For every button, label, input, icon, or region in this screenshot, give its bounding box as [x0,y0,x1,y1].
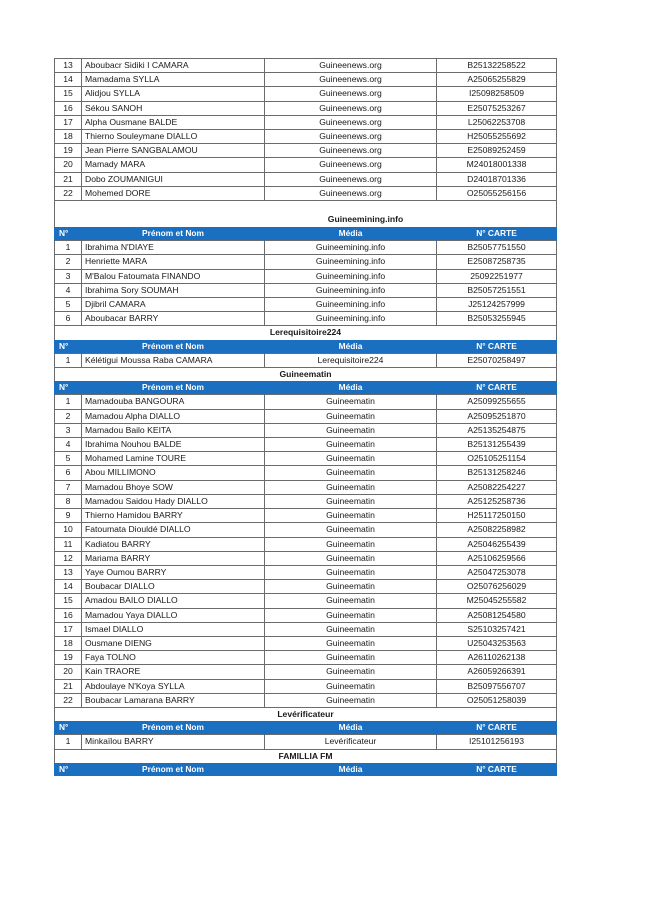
card-number: B25131258246 [437,466,557,480]
media-name: Guineematin [265,438,437,452]
media-name: Guineematin [265,480,437,494]
row-number: 19 [55,651,82,665]
card-number: A25046255439 [437,537,557,551]
row-number: 3 [55,423,82,437]
table-row [55,186,557,200]
card-number: 25092251977 [437,269,557,283]
media-name: Guineematin [265,665,437,679]
table-row [55,480,557,494]
person-name: Fatoumata Diouldé DIALLO [82,523,265,537]
person-name: Aboubacar BARRY [82,312,265,326]
card-number: B25132258522 [437,59,557,73]
media-name: Guineematin [265,423,437,437]
row-number: 12 [55,551,82,565]
media-name: Guineenews.org [265,158,437,172]
row-number: 11 [55,537,82,551]
header-media: Média [265,721,437,735]
card-number: B25057751550 [437,241,557,255]
table-row [55,679,557,693]
card-number: A25081254580 [437,608,557,622]
person-name: Alpha Ousmane BALDE [82,115,265,129]
card-number: A25106259566 [437,551,557,565]
section-title: Levérificateur [277,708,334,719]
table-row [55,59,557,73]
card-number: B25057251551 [437,283,557,297]
media-name: Guineematin [265,608,437,622]
person-name: Mariama BARRY [82,551,265,565]
person-name: Minkaïlou BARRY [82,735,265,749]
person-name: Faya TOLNO [82,651,265,665]
media-name: Guineematin [265,537,437,551]
media-name: Guineenews.org [265,186,437,200]
header-number: N° [55,340,82,354]
row-number: 4 [55,438,82,452]
card-number: I25101256193 [437,735,557,749]
card-number: I25098258509 [437,87,557,101]
person-name: Ismael DIALLO [82,622,265,636]
row-number: 18 [55,636,82,650]
table-row [55,172,557,186]
media-name: Guineemining.info [265,255,437,269]
media-name: Guineematin [265,651,437,665]
media-name: Guineenews.org [265,59,437,73]
row-number: 2 [55,255,82,269]
row-number: 18 [55,130,82,144]
card-number: A25065255829 [437,73,557,87]
row-number: 10 [55,523,82,537]
row-number: 4 [55,283,82,297]
section-title-cell [55,707,557,721]
header-media: Média [265,763,437,776]
person-name: Boubacar Lamarana BARRY [82,693,265,707]
card-number: A25135254875 [437,423,557,437]
row-number: 1 [55,241,82,255]
person-name: Ibrahima Sory SOUMAH [82,283,265,297]
header-name: Prénom et Nom [82,340,265,354]
row-number: 2 [55,409,82,423]
table-row [55,438,557,452]
row-number: 3 [55,269,82,283]
person-name: Ousmane DIENG [82,636,265,650]
row-number: 19 [55,144,82,158]
media-name: Guineenews.org [265,115,437,129]
card-number: E25070258497 [437,353,557,367]
card-number: L25062253708 [437,115,557,129]
row-number: 6 [55,466,82,480]
media-name: Guineematin [265,466,437,480]
section-title-cell [55,749,557,763]
media-name: Guineenews.org [265,101,437,115]
section-title-row [55,326,557,340]
person-name: Amadou BAILO DIALLO [82,594,265,608]
media-name: Guineenews.org [265,87,437,101]
table-row [55,87,557,101]
media-name: Guineemining.info [265,241,437,255]
header-number: N° [55,721,82,735]
media-name: Guineemining.info [265,298,437,312]
accreditation-table [54,58,557,776]
card-number: E25087258735 [437,255,557,269]
person-name: Kain TRAORE [82,665,265,679]
table-row [55,283,557,297]
card-number: B25131255439 [437,438,557,452]
table-row [55,651,557,665]
card-number: O25076256029 [437,580,557,594]
card-number: A26059266391 [437,665,557,679]
section-title-row [55,201,557,228]
person-name: Yaye Oumou BARRY [82,565,265,579]
column-header-row [55,227,557,241]
person-name: Henriette MARA [82,255,265,269]
header-number: N° [55,381,82,395]
media-name: Guineematin [265,523,437,537]
card-number: H25117250150 [437,509,557,523]
person-name: Mamadou Alpha DIALLO [82,409,265,423]
person-name: Boubacar DIALLO [82,580,265,594]
person-name: Abou MILLIMONO [82,466,265,480]
person-name: Mohemed DORE [82,186,265,200]
section-title: Guineemining.info [327,214,404,225]
row-number: 22 [55,693,82,707]
table-row [55,735,557,749]
row-number: 1 [55,395,82,409]
person-name: Dobo ZOUMANIGUI [82,172,265,186]
person-name: Mamadou Yaya DIALLO [82,608,265,622]
person-name: Kadiatou BARRY [82,537,265,551]
row-number: 16 [55,608,82,622]
header-name: Prénom et Nom [82,227,265,241]
row-number: 16 [55,101,82,115]
person-name: Ibrahima Nouhou BALDE [82,438,265,452]
card-number: B25053255945 [437,312,557,326]
section-title-row [55,368,557,382]
row-number: 1 [55,353,82,367]
table-row [55,608,557,622]
person-name: Mamadou Saidou Hady DIALLO [82,494,265,508]
table-row [55,144,557,158]
media-name: Guineenews.org [265,73,437,87]
table-row [55,452,557,466]
media-name: Guineematin [265,636,437,650]
media-name: Levérificateur [265,735,437,749]
table-row [55,537,557,551]
card-number: M25045255582 [437,594,557,608]
media-name: Guineemining.info [265,312,437,326]
person-name: Jean Pierre SANGBALAMOU [82,144,265,158]
table-row [55,551,557,565]
card-number: O25105251154 [437,452,557,466]
person-name: Djibril CAMARA [82,298,265,312]
table-row [55,622,557,636]
person-name: Aboubacr Sidiki I CAMARA [82,59,265,73]
table-body [55,59,557,776]
table-row [55,594,557,608]
header-card: N° CARTE [437,721,557,735]
person-name: Mohamed Lamine TOURE [82,452,265,466]
header-name: Prénom et Nom [82,721,265,735]
table-row [55,241,557,255]
row-number: 15 [55,594,82,608]
person-name: Kélétigui Moussa Raba CAMARA [82,353,265,367]
row-number: 13 [55,565,82,579]
row-number: 21 [55,679,82,693]
header-media: Média [265,381,437,395]
table-row [55,73,557,87]
row-number: 9 [55,509,82,523]
person-name: Thierno Hamidou BARRY [82,509,265,523]
header-card: N° CARTE [437,763,557,776]
table-row [55,523,557,537]
row-number: 1 [55,735,82,749]
header-card: N° CARTE [437,381,557,395]
header-number: N° [55,763,82,776]
card-number: U25043253563 [437,636,557,650]
section-title: Lerequisitoire224 [269,327,342,338]
card-number: A25047253078 [437,565,557,579]
row-number: 7 [55,480,82,494]
person-name: Alidjou SYLLA [82,87,265,101]
column-header-row [55,381,557,395]
row-number: 8 [55,494,82,508]
header-name: Prénom et Nom [82,381,265,395]
card-number: D24018701336 [437,172,557,186]
media-name: Guineematin [265,395,437,409]
person-name: Abdoulaye N'Koya SYLLA [82,679,265,693]
media-name: Guineematin [265,409,437,423]
section-title: FAMILLIA FM [278,750,333,761]
row-number: 17 [55,622,82,636]
card-number: O25055256156 [437,186,557,200]
card-number: A25099255655 [437,395,557,409]
card-number: E25075253267 [437,101,557,115]
row-number: 14 [55,580,82,594]
document-page [54,58,556,776]
table-row [55,423,557,437]
card-number: S25103257421 [437,622,557,636]
row-number: 20 [55,665,82,679]
card-number: A25082258982 [437,523,557,537]
table-row [55,665,557,679]
header-name: Prénom et Nom [82,763,265,776]
person-name: Sékou SANOH [82,101,265,115]
column-header-row [55,340,557,354]
section-title-cell [55,326,557,340]
table-row [55,269,557,283]
column-header-row [55,763,557,776]
table-row [55,580,557,594]
header-media: Média [265,340,437,354]
table-row [55,312,557,326]
media-name: Guineenews.org [265,144,437,158]
media-name: Guineemining.info [265,283,437,297]
card-number: A26110262138 [437,651,557,665]
row-number: 22 [55,186,82,200]
header-number: N° [55,227,82,241]
table-row [55,158,557,172]
media-name: Guineematin [265,622,437,636]
header-card: N° CARTE [437,340,557,354]
row-number: 13 [55,59,82,73]
section-title-cell [55,201,557,228]
media-name: Lerequisitoire224 [265,353,437,367]
row-number: 21 [55,172,82,186]
header-card: N° CARTE [437,227,557,241]
media-name: Guineematin [265,551,437,565]
table-row [55,409,557,423]
table-row [55,509,557,523]
card-number: A25095251870 [437,409,557,423]
media-name: Guineematin [265,565,437,579]
card-number: A25082254227 [437,480,557,494]
person-name: Mamadama SYLLA [82,73,265,87]
media-name: Guineenews.org [265,130,437,144]
table-row [55,115,557,129]
row-number: 6 [55,312,82,326]
card-number: E25089252459 [437,144,557,158]
table-row [55,636,557,650]
section-title-row [55,749,557,763]
table-row [55,466,557,480]
person-name: Mamadou Bailo KEITA [82,423,265,437]
section-title: Guineematin [279,369,332,380]
media-name: Guineematin [265,509,437,523]
media-name: Guineematin [265,594,437,608]
row-number: 17 [55,115,82,129]
column-header-row [55,721,557,735]
table-row [55,693,557,707]
table-row [55,130,557,144]
row-number: 5 [55,298,82,312]
section-title-cell [55,368,557,382]
table-row [55,565,557,579]
row-number: 14 [55,73,82,87]
person-name: Mamadouba BANGOURA [82,395,265,409]
media-name: Guineematin [265,693,437,707]
person-name: Mamadou Bhoye SOW [82,480,265,494]
card-number: B25097556707 [437,679,557,693]
card-number: O25051258039 [437,693,557,707]
table-row [55,101,557,115]
table-row [55,298,557,312]
media-name: Guineenews.org [265,172,437,186]
person-name: M'Balou Fatoumata FINANDO [82,269,265,283]
row-number: 15 [55,87,82,101]
card-number: J25124257999 [437,298,557,312]
media-name: Guineematin [265,679,437,693]
media-name: Guineematin [265,494,437,508]
person-name: Mamady MARA [82,158,265,172]
media-name: Guineematin [265,452,437,466]
card-number: H25055255692 [437,130,557,144]
table-row [55,395,557,409]
row-number: 5 [55,452,82,466]
table-row [55,353,557,367]
media-name: Guineemining.info [265,269,437,283]
media-name: Guineematin [265,580,437,594]
card-number: M24018001338 [437,158,557,172]
section-title-row [55,707,557,721]
row-number: 20 [55,158,82,172]
person-name: Thierno Souleymane DIALLO [82,130,265,144]
header-media: Média [265,227,437,241]
table-row [55,494,557,508]
person-name: Ibrahima N'DIAYE [82,241,265,255]
card-number: A25125258736 [437,494,557,508]
table-row [55,255,557,269]
